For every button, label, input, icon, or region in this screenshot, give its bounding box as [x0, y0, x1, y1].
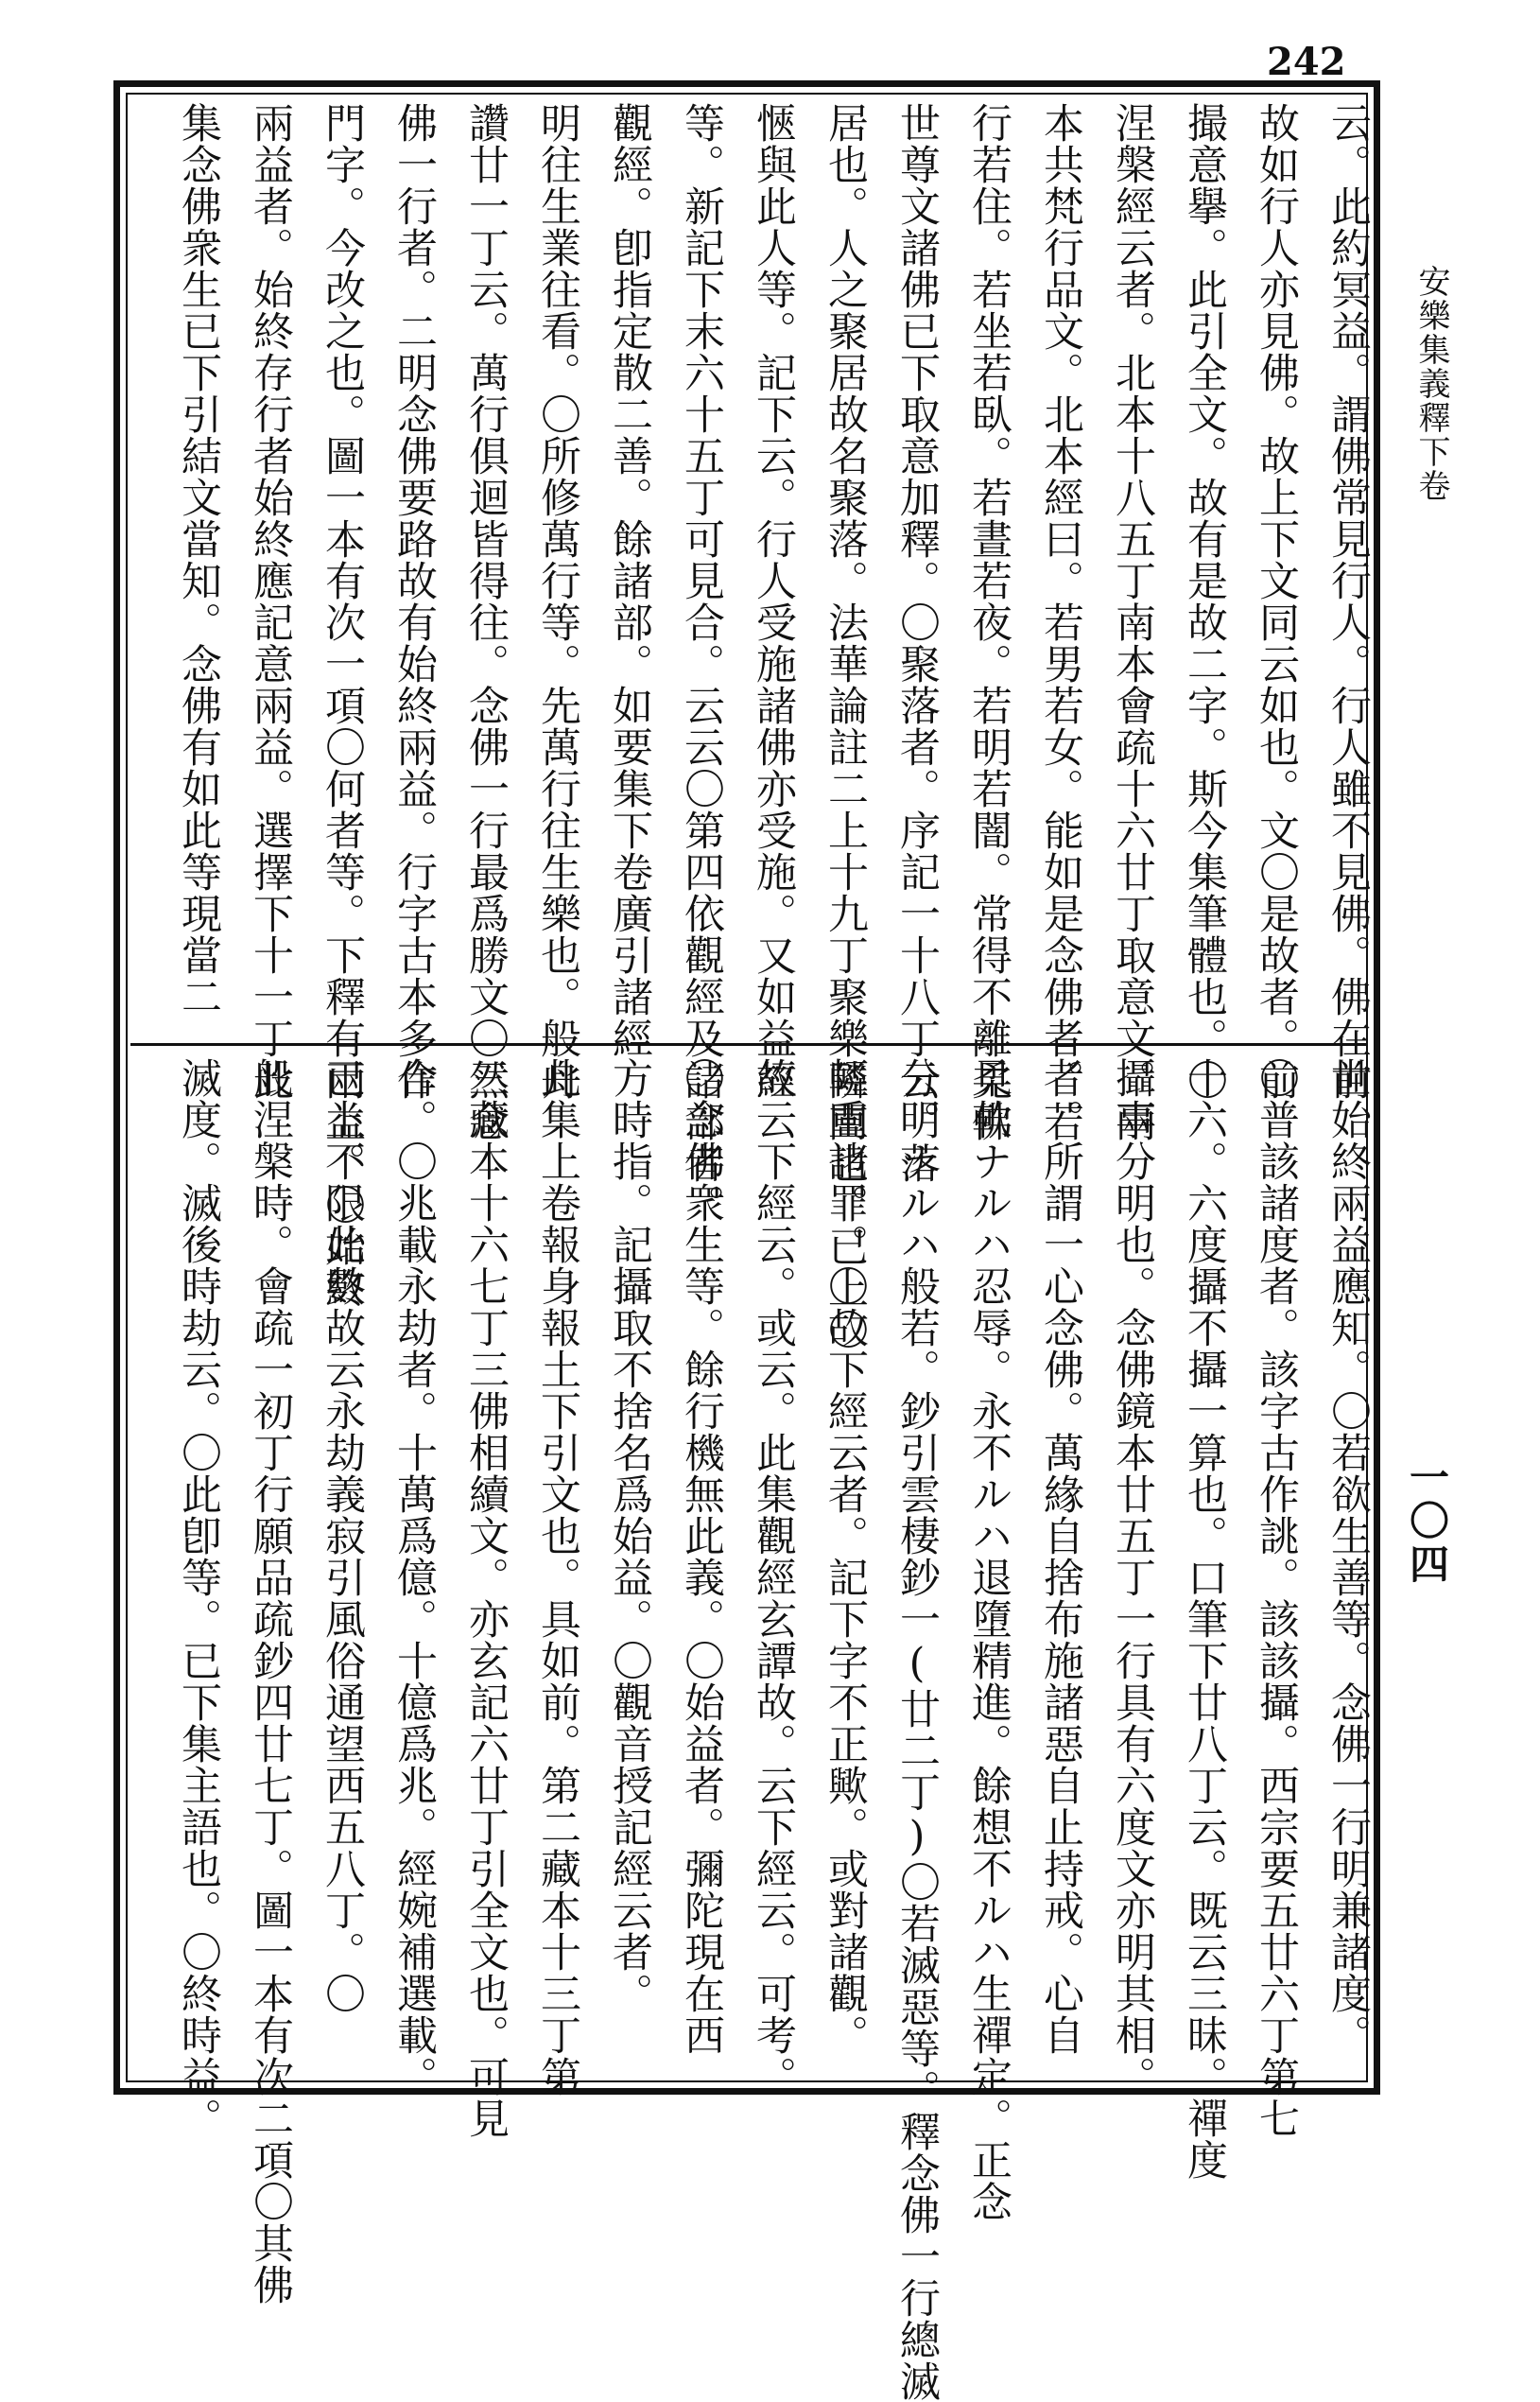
lower-text-column: 般涅槃時。會疏一初丁行願品疏鈔四廿七丁。圖一本有次二項〇其佛 [247, 1057, 294, 2306]
lower-text-column: 此集上卷報身報土下引文也。具如前。第二藏本十三丁第 [534, 1057, 581, 2097]
lower-text-column: 滅度。滅後時劫云。〇此卽等。已下集主語也。〇終時益。 [175, 1057, 222, 2139]
upper-text-column: 本共梵行品文。北本經曰。若男若女。能如是念佛者。若 [1037, 102, 1084, 1142]
upper-text-column: 兩益者。始終存行者始終應記意兩益。選擇下十一丁此 [247, 102, 294, 1101]
upper-text-column: 行若住。若坐若臥。若晝若夜。若明若闇。常得不離見佛 [965, 102, 1012, 1142]
upper-text-column: 讚廿一丁云。萬行俱迴皆得往。念佛一行最爲勝文〇然念 [462, 102, 510, 1142]
upper-text-column: 觀經。卽指定散二善。餘諸部。如要集下卷廣引諸經 [606, 102, 653, 1059]
upper-text-column: 愜與此人等。記下云。行人受施諸佛亦受施。又如益經 [750, 102, 797, 1101]
lower-text-column: 攝事分明也。念佛鏡本廿五丁一行具有六度文亦明其相。 [1109, 1057, 1156, 2097]
lower-text-column: 世始終兩益應知。〇若欲生善等。念佛一行明兼諸度。 [1324, 1057, 1372, 2056]
lower-text-column: 合。〇兆載永劫者。十萬爲億。十億爲兆。經婉補選載。 [390, 1057, 438, 2097]
upper-text-column: 故如行人亦見佛。故上下文同云如也。文〇是故者。前 [1253, 102, 1300, 1101]
lower-text-column: 〇普該諸度者。該字古作誂。該該攝。西宗要五廿六丁第七 [1253, 1057, 1300, 2139]
upper-text-column: 云。此約冥益。謂佛常見行人。行人雖不見佛。佛在前 [1324, 102, 1372, 1101]
lower-text-column: 方時指。記攝取不捨名爲始益。〇觀音授記經云者。 [606, 1057, 653, 2014]
upper-text-column: 撮意擧。此引全文。故有是故二字。斯今集筆體也。〇 [1181, 102, 1228, 1101]
lower-text-column: 十六。六度攝不攝一算也。口筆下廿八丁云。既云三昧。禪度 [1181, 1057, 1228, 2181]
page-number: 242 [1267, 40, 1346, 84]
running-title: 安樂集義釋下卷 [1412, 265, 1450, 503]
lower-text-column: 柔軟ナルハ忍辱。永不ルハ退墮精進。餘想不ルハ生禪定。正念 [965, 1057, 1012, 2222]
lower-text-column: 分明ナルハ般若。鈔引雲棲鈔一(廿二丁)〇若滅惡等。釋念佛一行總滅 [893, 1057, 941, 2402]
folio-number: 一〇四 [1404, 1456, 1450, 1587]
upper-text-column: 等。新記下末六十五丁可見合。云云〇第四依觀經及諸部者。 [678, 102, 725, 1226]
lower-text-column: 者。所謂一心念佛。萬緣自捨布施諸惡自止持戒。心自 [1037, 1057, 1084, 2056]
upper-text-column: 集念佛衆生已下引結文當知。念佛有如此等現當二 [175, 102, 222, 1018]
upper-text-column: 明往生業往看。〇所修萬行等。先萬行往生樂也。般舟 [534, 102, 581, 1101]
upper-text-column: 涅槃經云者。北本十八五丁南本會疏十六廿丁取意文。兩 [1109, 102, 1156, 1142]
lower-text-column: 〇念佛衆生等。餘行機無此義。〇始益者。彌陀現在西 [678, 1057, 725, 2056]
lower-text-column: 已上不限此數故云永劫義寂引風俗通望西五八丁。〇 [319, 1057, 366, 2014]
upper-text-column: 門字。今改之也。圖一本有次一項〇何者等。下釋有兩益。〇始終 [319, 102, 366, 1309]
lower-text-column: 輕重諸罪。〇故下經云者。記下字不正歟。或對諸觀。 [822, 1057, 869, 2056]
upper-text-column: 世尊文諸佛已下取意加釋。〇聚落者。序記一十八丁云。落 [893, 102, 941, 1184]
lower-text-column: 三藏本十六七丁三佛相續文。亦玄記六廿丁引全文也。可見 [462, 1057, 510, 2139]
upper-text-column: 佛一行者。二明念佛要路故有始終兩益。行字古本多作 [390, 102, 438, 1101]
upper-text-column: 居也。人之聚居故名聚落。法華論註二上十九丁聚樂隣閭也。已上〇 [822, 102, 869, 1350]
lower-text-column: 故云下經云。或云。此集觀經玄譚故。云下經云。可考。 [750, 1057, 797, 2097]
